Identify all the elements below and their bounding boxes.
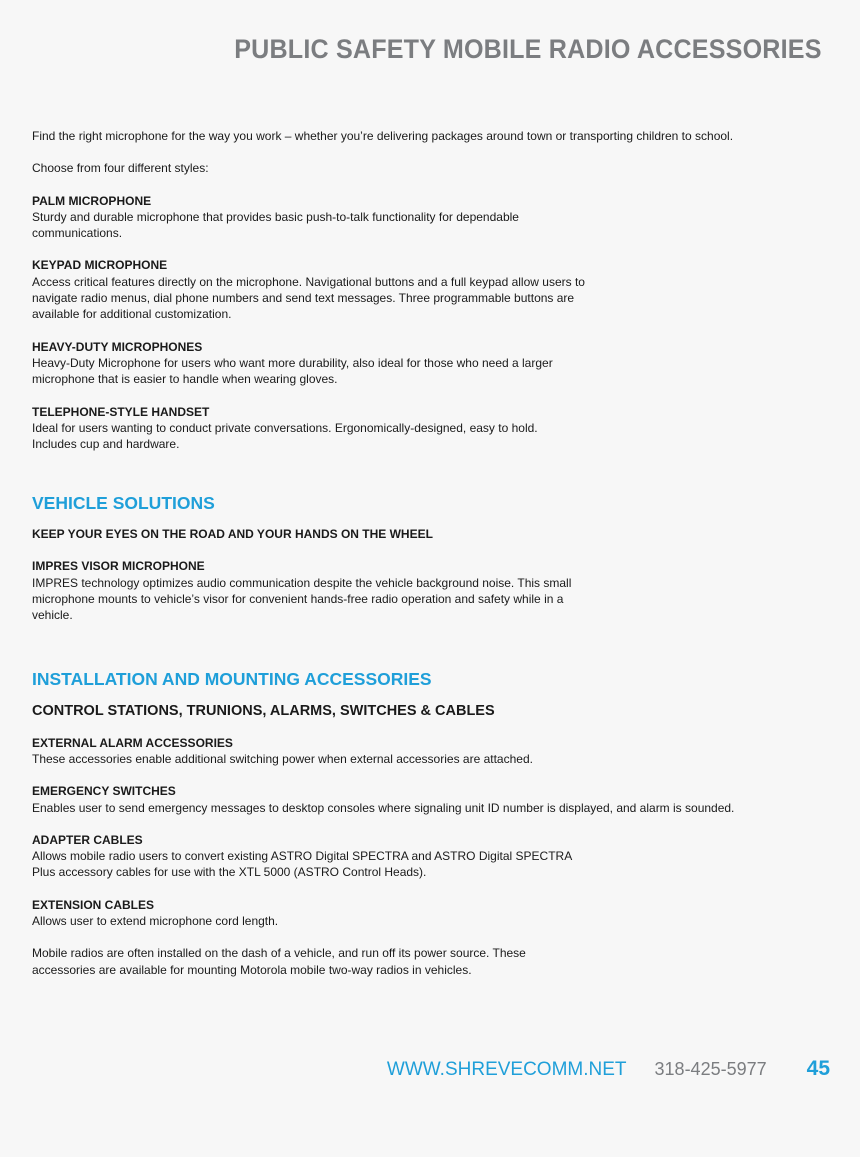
item-description: Heavy-Duty Microphone for users who want more durability, also ideal for those who need a larger microphone that is easier to handle when wearing gloves. [32,355,553,387]
item-title: HEAVY-DUTY MICROPHONES [32,339,203,354]
installation-closing-text: Mobile radios are often installed on the dash of a vehicle, and run off its power source. These accessories are available for mounting Motorola mobile two-way radios in vehicles. [32,946,526,977]
item-description: Allows mobile radio users to convert existing ASTRO Digital SPECTRA and ASTRO Digital SPECTRA Plus accessory cables for use with the XTL 5000 (ASTRO Control Heads). [32,849,572,880]
section-heading-installation: INSTALLATION AND MOUNTING ACCESSORIES [32,668,432,689]
installation-item-emergency-switches [32,783,822,816]
microphone-item-handset [32,404,562,453]
item-title: EMERGENCY SWITCHES [32,784,176,799]
section-subheading-vehicle: KEEP YOUR EYES ON THE ROAD AND YOUR HANDS ON THE WHEEL [32,527,433,542]
phone-number: 318-425-5977 [654,1059,767,1079]
page-footer [387,1057,830,1081]
item-description: Ideal for users wanting to conduct private conversations. Ergonomically-designed, easy to hold. Includes cup and hardware. [32,420,538,452]
item-title: EXTENSION CABLES [32,897,155,912]
page-title: PUBLIC SAFETY MOBILE RADIO ACCESSORIES [234,34,822,64]
item-description: IMPRES technology optimizes audio communication despite the vehicle background noise. This small microphone mounts to vehicle’s visor for convenient hands-free radio operation and safety while in a vehicle. [32,575,572,623]
section-subheading-installation: CONTROL STATIONS, TRUNIONS, ALARMS, SWITCHES & CABLES [32,702,495,719]
page-content [32,128,822,978]
vehicle-item-impres-visor [32,558,587,623]
item-title: EXTERNAL ALARM ACCESSORIES [32,735,233,750]
installation-item-adapter-cables [32,832,597,881]
item-description: Sturdy and durable microphone that provides basic push-to-talk functionality for dependable communications. [32,209,519,241]
item-description: Access critical features directly on the microphone. Navigational buttons and a full keypad allow users to navigate radio menus, dial phone numbers and send text messages. Three programmable buttons are available for additional customization. [32,274,585,322]
installation-item-external-alarm [32,735,822,768]
microphone-item-heavy-duty [32,339,572,388]
microphone-item-palm [32,193,602,242]
item-title: KEYPAD MICROPHONE [32,258,168,273]
item-title: PALM MICROPHONE [32,193,152,208]
section-heading-vehicle: VEHICLE SOLUTIONS [32,493,215,514]
intro-styles-text: Choose from four different styles: [32,161,209,176]
intro-text: Find the right microphone for the way you work – whether you’re delivering packages around town or transporting children to school. [32,129,734,143]
page-number: 45 [806,1057,830,1080]
item-title: ADAPTER CABLES [32,832,143,847]
item-title: TELEPHONE-STYLE HANDSET [32,404,210,419]
item-title: IMPRES VISOR MICROPHONE [32,559,205,574]
website-link[interactable]: WWW.SHREVECOMM.NET [386,1059,627,1080]
item-description: Enables user to send emergency messages to desktop consoles where signaling unit ID number is displayed, and alarm is sounded. [32,800,735,815]
microphone-item-keypad [32,257,592,322]
item-description: These accessories enable additional switching power when external accessories are attached. [32,751,533,766]
installation-item-extension-cables [32,897,822,930]
item-description: Allows user to extend microphone cord length. [32,914,279,929]
